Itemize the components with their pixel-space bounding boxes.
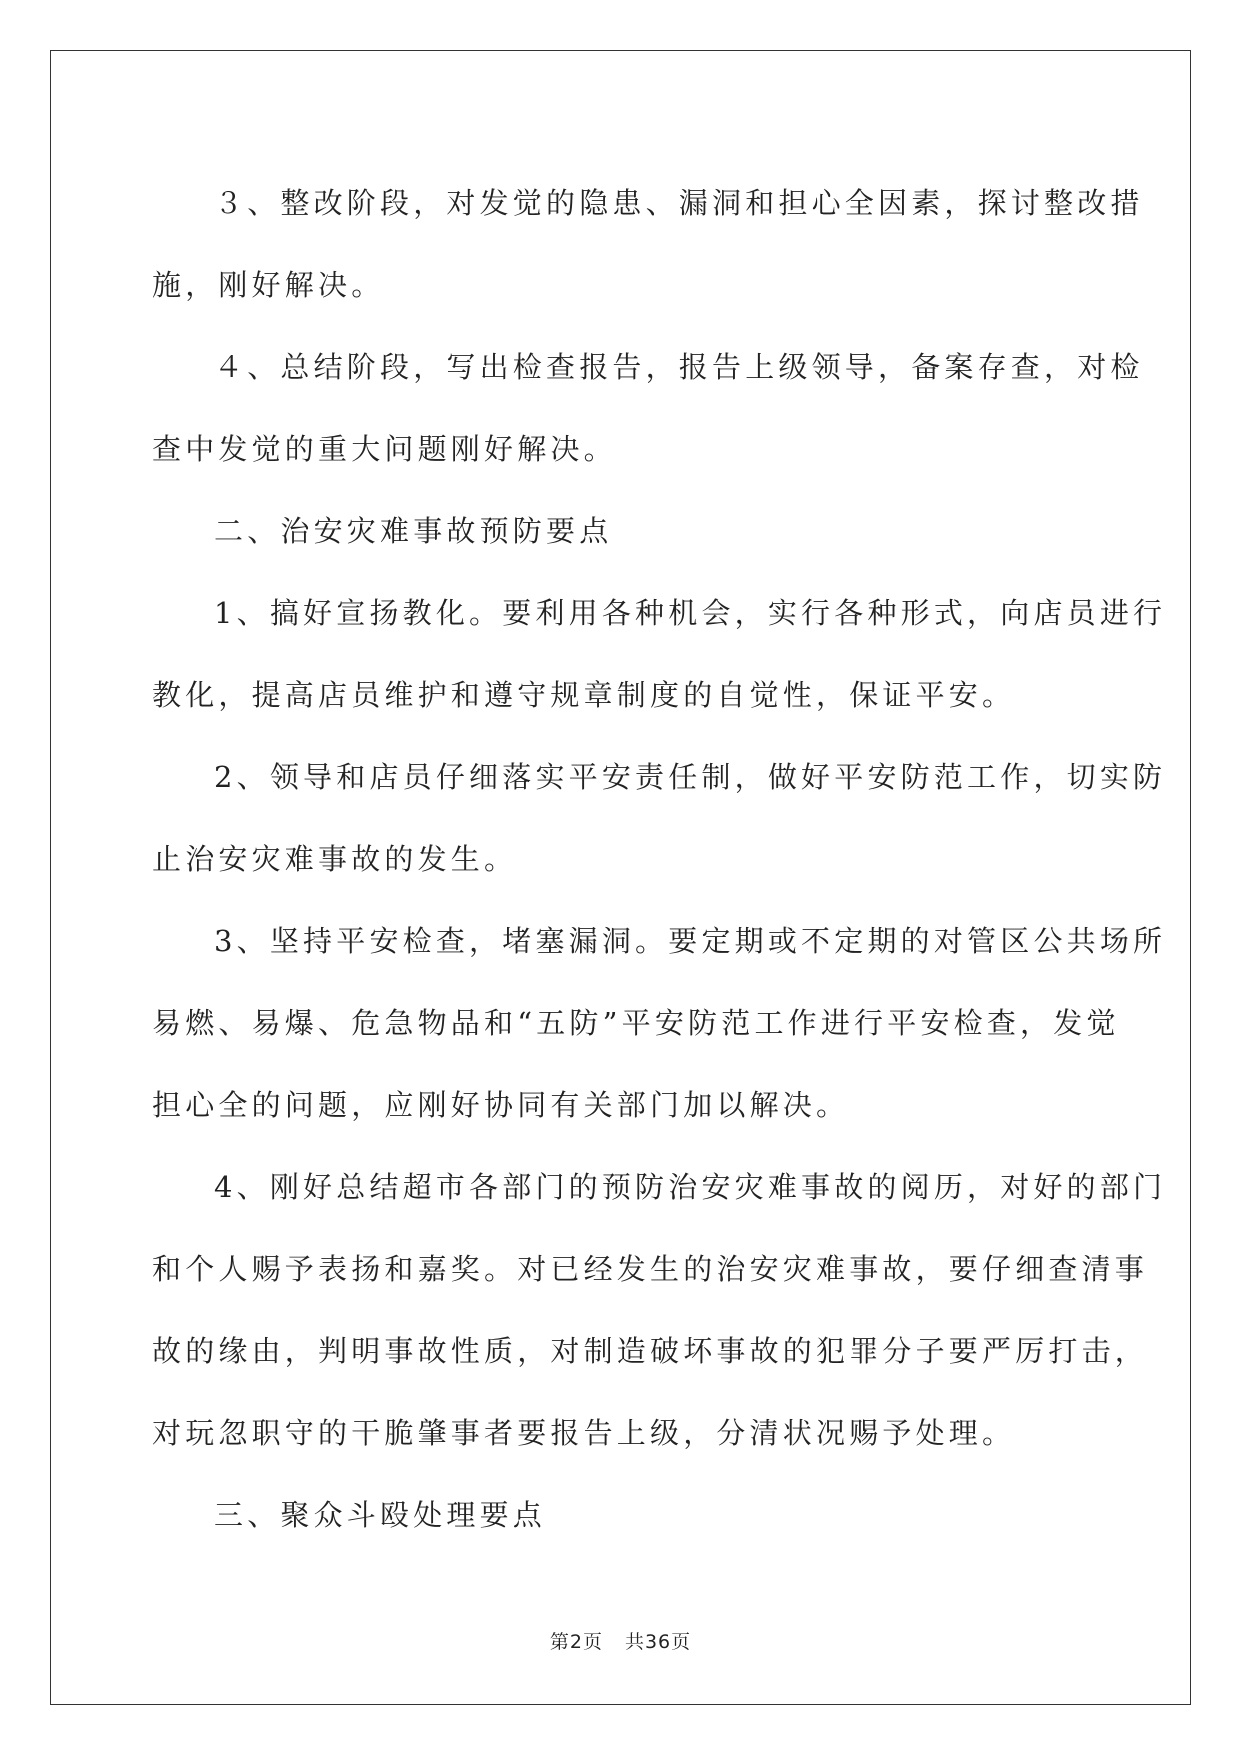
text-line: ４、总结阶段，写出检查报告，报告上级领导，备案存查，对检 xyxy=(214,350,1144,384)
footer-total-prefix: 共 xyxy=(624,1631,645,1653)
paragraph-item-3 xyxy=(152,900,1167,1146)
paragraph-step-4 xyxy=(152,326,1144,490)
text-line: ３、整改阶段，对发觉的隐患、漏洞和担心全因素，探讨整改措 xyxy=(214,186,1144,220)
paragraph-step-3 xyxy=(152,162,1144,326)
paragraph-item-2 xyxy=(152,736,1167,900)
footer-page-unit: 页 xyxy=(582,1631,603,1653)
text-line: 1、搞好宣扬教化。要利用各种机会，实行各种形式，向店员进行 xyxy=(214,596,1167,630)
text-line: 3、坚持平安检查，堵塞漏洞。要定期或不定期的对管区公共场所 xyxy=(214,924,1167,958)
section-heading-3 xyxy=(152,1474,1090,1556)
text-line: 担心全的问题，应刚好协同有关部门加以解决。 xyxy=(152,1088,850,1122)
paragraph-item-4 xyxy=(152,1146,1167,1474)
text-line: 施，刚好解决。 xyxy=(152,268,385,302)
heading-text: 二、治安灾难事故预防要点 xyxy=(214,514,613,548)
page-footer xyxy=(0,1627,1241,1654)
text-line: 4、刚好总结超市各部门的预防治安灾难事故的阅历，对好的部门 xyxy=(214,1170,1167,1204)
text-line: 查中发觉的重大问题刚好解决。 xyxy=(152,432,617,466)
paragraph-item-1 xyxy=(152,572,1167,736)
text-line: 止治安灾难事故的发生。 xyxy=(152,842,518,876)
text-line: 2、领导和店员仔细落实平安责任制，做好平安防范工作，切实防 xyxy=(214,760,1167,794)
total-pages-number: 36 xyxy=(644,1631,672,1653)
footer-total-unit: 页 xyxy=(671,1631,692,1653)
text-line: 易燃、易爆、危急物品和“五防”平安防范工作进行平安检查，发觉 xyxy=(152,1006,1120,1040)
text-line: 故的缘由，判明事故性质，对制造破坏事故的犯罪分子要严厉打击， xyxy=(152,1334,1149,1368)
text-line: 对玩忽职守的干脆肇事者要报告上级，分清状况赐予处理。 xyxy=(152,1416,1016,1450)
document-body xyxy=(152,162,1167,1556)
heading-text: 三、聚众斗殴处理要点 xyxy=(214,1498,547,1532)
text-line: 教化，提高店员维护和遵守规章制度的自觉性，保证平安。 xyxy=(152,678,1016,712)
footer-prefix: 第 xyxy=(549,1631,570,1653)
current-page-number: 2 xyxy=(569,1631,583,1653)
text-line: 和个人赐予表扬和嘉奖。对已经发生的治安灾难事故，要仔细查清事 xyxy=(152,1252,1149,1286)
section-heading-2 xyxy=(152,490,1090,572)
